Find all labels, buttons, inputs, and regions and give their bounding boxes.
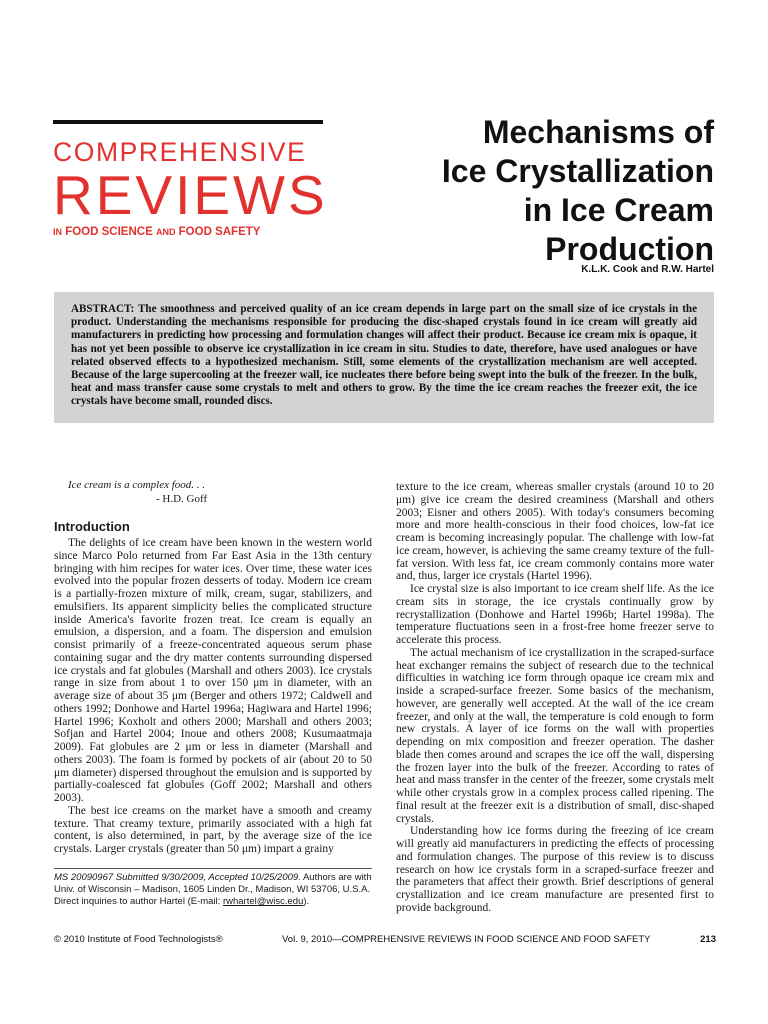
body-paragraph: Ice crystal size is also important to ice cream shelf life. As the ice cream sits in storage, the ice crystals continually grow by recrystallization (Donhowe and Hartel 1996b; Hartel 1998a). The temperature fluctuations seen in a frost-free home freezer serve to accelerate this process. (396, 583, 714, 646)
title-line-1: Mechanisms of (482, 114, 714, 150)
article-title (314, 113, 714, 269)
introduction-body (54, 537, 372, 856)
author-email-link[interactable]: rwhartel@wisc.edu (222, 896, 304, 907)
title-line-3: in Ice Cream (523, 192, 714, 228)
epigraph-quote: Ice cream is a complex food. . . (68, 479, 206, 491)
epigraph-attribution: - H.D. Goff (156, 493, 208, 505)
right-column (396, 481, 714, 915)
logo-and: AND (155, 227, 176, 237)
body-paragraph: The actual mechanism of ice crystallization in the scraped-surface heat exchanger remains the subject of research due to the technical difficulties in watching ice form through opaque ice cream mix and inside a scraped-surface freezer. Some basics of the mechanism, however, are generally well accepted. At the wall of the ice cream freezer, and only at the wall, the temperature is cold enough to form new crystals. A layer of ice forms on the wall with properties depending on mix composition and freezer operation. The dasher blade then comes around and scrapes the ice off the wall, dispersing the frozen layer into the bulk of the freezer. According to rates of heat and mass transfer in the center of the freezer, some crystals melt while other crystals grow in a complex process called ripening. The final result at the freezer exit is a distribution of small, disc-shaped crystals. (396, 646, 714, 825)
body-paragraph: texture to the ice cream, whereas smaller crystals (around 10 to 20 μm) give ice cream the desired creaminess (Marshall and others 2003; Eisner and others 2005). With today's consumers becoming more and more health-conscious in their food choices, low-fat ice cream is becoming increasingly popular. The challenge with low-fat ice cream, however, is achieving the same creamy texture of the full-fat version. With less fat, ice cream commonly contains more water and, thus, larger ice crystals (Hartel 1996). (396, 481, 714, 583)
logo-comprehensive: COMPREHENSIVE (53, 137, 307, 167)
footnote (54, 872, 376, 908)
abstract-box (54, 292, 714, 423)
article-authors: K.L.K. Cook and R.W. Hartel (581, 264, 714, 275)
manuscript-info: MS 20090967 Submitted 9/30/2009, Accepted 10/25/2009. (54, 872, 301, 883)
page-number: 213 (700, 934, 716, 945)
logo-food-safety: FOOD SAFETY (178, 226, 261, 238)
journal-reference: Vol. 9, 2010—COMPREHENSIVE REVIEWS IN FOOD SCIENCE AND FOOD SAFETY (282, 934, 651, 945)
copyright-notice: © 2010 Institute of Food Technologists® (54, 934, 223, 945)
logo-food-science: FOOD SCIENCE (65, 226, 153, 238)
logo-reviews: REVIEWS (53, 164, 328, 226)
logo-rule (53, 120, 323, 124)
journal-logo (53, 120, 328, 241)
title-line-2: Ice Crystallization (441, 153, 714, 189)
footnote-rule (54, 868, 372, 869)
abstract-text: ABSTRACT: The smoothness and perceived quality of an ice cream depends in large part on the small size of ice crystals in the product. Understanding the mechanisms responsible for producing the disc-shaped crystals found in ice cream will greatly aid manufacturers in predicting how processing and formulation changes will affect their product. Because ice cream mix is opaque, it has not yet been possible to observe ice crystallization in ice cream in situ. Studies to date, therefore, have used analogues or have related observed effects to a hypothesized mechanism. Still, some elements of the crystallization mechanism are well accepted. Because of the large supercooling at the freezer wall, ice nucleates there before being swept into the bulk of the freezer. In the bulk, heat and mass transfer cause some crystals to melt and others to grow. By the time the ice cream reaches the freezer exit, the ice crystals have become small, rounded discs. (71, 303, 697, 408)
epigraph (68, 478, 207, 506)
body-paragraph: Understanding how ice forms during the freezing of ice cream will greatly aid manufacturers in predicting the effects of processing and formulation changes. The purpose of this review is to discuss research on how ice crystals form in a scraped-surface freezer and the parameters that affect their growth. Brief descriptions of general crystallization and ice cream manufacture are presented first to provide background. (396, 825, 714, 914)
intro-paragraph: The best ice creams on the market have a smooth and creamy texture. That creamy texture, primarily associated with a high fat content, is also determined, in part, by the average size of the ice crystals. Larger crystals (greater than 50 μm) impart a grainy (54, 804, 372, 855)
author-affiliation: Authors are with Univ. of Wisconsin – Madison, 1605 Linden Dr., Madison, WI 53706, U.S.A. Direct inquiries to author Hartel (E-mail: (54, 872, 372, 907)
title-line-4: Production (545, 231, 714, 267)
logo-in: IN (53, 227, 62, 237)
intro-paragraph: The delights of ice cream have been known in the western world since Marco Polo returned from Far East Asia in the 13th century bringing with him recipes for water ices. Over time, these water ices evolved into the popular frozen desserts of today. Modern ice cream is a partially-frozen mixture of milk, cream, sugar, stabilizers, and emulsifiers. Its apparent simplicity belies the complicated structure inside America's favorite frozen treat. Ice cream is equally an emulsion, a dispersion, and a foam. The dispersion and emulsion consist primarily of a freeze-concentrated aqueous serum phase containing sugar and the dry matter contents surrounding dispersed ice crystals and fat globules (Marshall and others 2003). Ice crystals range in size from about 1 to over 150 μm in diameter, with an average size of about 35 μm (Berger and others 1972; Caldwell and others 1992; Donhowe and Hartel 1996a; Hagiwara and Hartel 1996; Hartel 1996; Koxholt and others 2000; Marshall and others 2003; Sofjan and Hartel 2004; Inoue and others 2008; Kusumaatmaja 2009). Fat globules are 2 μm or less in diameter (Marshall and others 2003). The foam is formed by pockets of air (about 20 to 50 μm diameter) dispersed throughout the emulsion and is supported by partially-coalesced fat globules (Goff 2002; Marshall and others 2003). (54, 537, 372, 804)
section-heading-introduction: Introduction (54, 519, 130, 534)
footnote-end: ). (303, 896, 310, 907)
